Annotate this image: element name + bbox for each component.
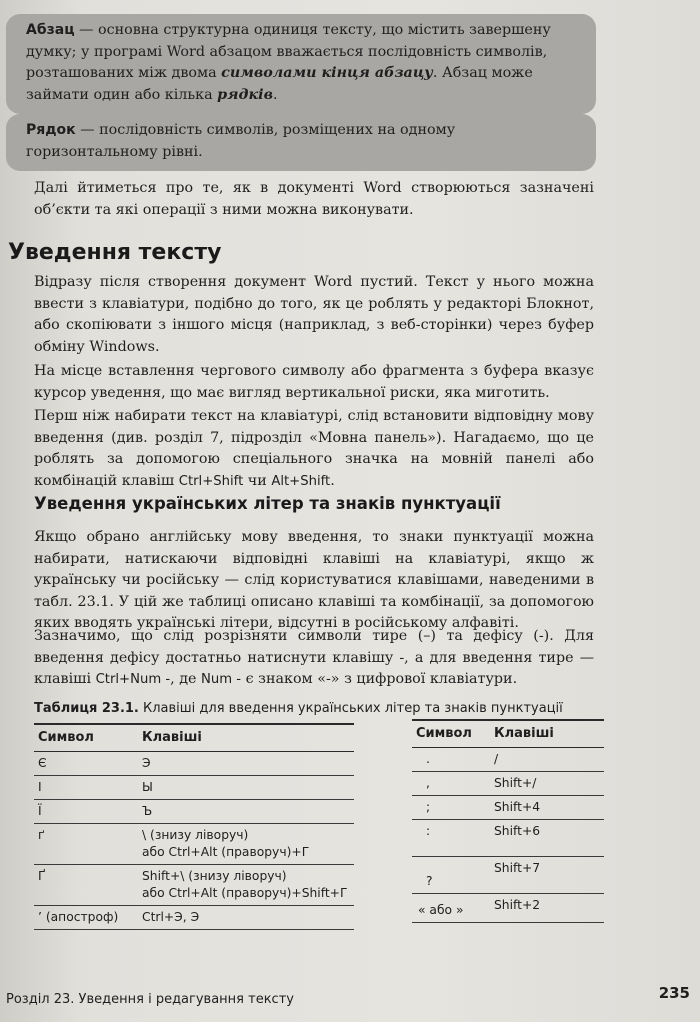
symbol-cell: « або »: [412, 894, 490, 923]
keys-line: Э: [142, 756, 151, 770]
table-row: [34, 776, 354, 800]
table-row: [412, 748, 604, 772]
table-row: [34, 906, 354, 930]
keys-line: або Ctrl+Alt (праворуч)+Г: [142, 845, 310, 859]
definition-text: .: [272, 86, 278, 103]
page-footer: Розділ 23. Уведення і редагування тексту: [6, 992, 294, 1007]
keys-cell: Shift+7: [490, 857, 604, 894]
definition-italic: рядків: [217, 86, 273, 103]
page-number: 235: [658, 984, 690, 1002]
keys-cell: [138, 776, 354, 800]
symbol-cell: ’ (апостроф): [34, 906, 138, 930]
subsection-heading: Уведення українських літер та знаків пунктуації: [34, 494, 501, 513]
key-combo: Ctrl+Num -: [95, 672, 171, 687]
caption-label: Таблиця 23.1.: [34, 701, 139, 716]
symbol-cell: ;: [412, 796, 490, 820]
table-row: [412, 772, 604, 796]
keys-cell: /: [490, 748, 604, 772]
body-paragraph-1: Відразу після створення документ Word пустий. Текст у нього можна ввести з клавіатури, подібно до того, як це роблять у редакторі Блокнот, або скопіювати з іншого місця (наприклад, з веб-сторінки) через буфер обміну Windows.: [34, 274, 594, 355]
keys-cell: [138, 865, 354, 906]
keys-cell: [138, 824, 354, 865]
table-row: [412, 796, 604, 820]
keys-line: Shift+\ (знизу ліворуч): [142, 869, 287, 883]
body-paragraph-4: Якщо обрано англійську мову введення, то знаки пунктуації можна набирати, натискаючи відповідні клавіші на клавіатурі, якщо ж українську чи російську — слід користуватися клавішами, наведеними в табл. 23.1. У цій же таблиці описано клавіші та комбінації, за допомогою яких вводять українські літери, відсутні в російському алфавіті.: [34, 529, 594, 631]
symbol-cell: :: [412, 820, 490, 857]
definition-text: . Абзац може займати один або кілька: [26, 65, 533, 103]
body-paragraph-3: [34, 406, 594, 492]
symbol-cell: І: [34, 776, 138, 800]
text-run: Перш ніж набирати текст на клавіатурі, слід встановити відповідну мову введення (див. розділ 7, підрозділ «Мовна панель»). Нагадаємо, що це роблять за допомогою спеціального значка на мовній панелі або комбінацій клавіш: [34, 408, 594, 489]
symbol-cell: .: [412, 748, 490, 772]
definition-text: — основна структурна одиниця тексту, що містить завершену думку; у програмі Word абзацом вважається послідовність символів, розташованих між двома: [26, 22, 551, 81]
body-paragraph-5: [34, 626, 594, 691]
table-caption: [34, 701, 563, 716]
keys-line: Ы: [142, 780, 153, 794]
table-header-row: [34, 724, 354, 752]
keys-line: Ctrl+Э, Э: [142, 910, 200, 924]
keys-cell: Shift+/: [490, 772, 604, 796]
text-run: , де: [170, 671, 202, 687]
keys-table-right: [412, 719, 604, 923]
symbol-cell: ?: [412, 857, 490, 894]
text-run: чи: [243, 472, 272, 489]
table-row: [34, 752, 354, 776]
keys-cell: [138, 800, 354, 824]
header-keys: Клавіші: [490, 720, 604, 748]
keys-line: або Ctrl+Alt (праворуч)+Shift+Г: [142, 886, 348, 900]
key-combo: Ctrl+Shift: [178, 473, 244, 489]
text-run: є знаком «-» з цифрової клавіатури.: [241, 671, 518, 687]
definition-box-line: [6, 114, 596, 171]
keys-line: Ъ: [142, 804, 153, 818]
symbol-cell: ґ: [34, 824, 138, 865]
table-row: [412, 820, 604, 857]
keys-cell: Shift+6: [490, 820, 604, 857]
symbol-cell: ,: [412, 772, 490, 796]
definition-box-paragraph: [6, 14, 596, 114]
keys-cell: [138, 752, 354, 776]
key-combo: Alt+Shift: [271, 473, 331, 489]
table-row: [34, 865, 354, 906]
text-run: Зазначимо, що слід розрізняти символи тире (–) та дефісу (-). Для введення дефісу достатньо натиснути клавішу -, а для введення тире — клавіші: [34, 628, 594, 687]
header-keys: Клавіші: [138, 724, 354, 752]
table-row: [34, 800, 354, 824]
table-row: [412, 857, 604, 894]
table-row: [34, 824, 354, 865]
header-symbol: Символ: [412, 720, 490, 748]
keys-table-left: [34, 723, 354, 930]
keys-cell: Shift+2: [490, 894, 604, 923]
table-header-row: [412, 720, 604, 748]
table-row: [412, 894, 604, 923]
body-paragraph-2: На місце вставлення чергового символу або фрагмента з буфера вказує курсор уведення, що має вигляд вертикальної риски, яка миготить.: [34, 363, 594, 401]
definition-italic: символами кінця абзацу: [221, 65, 433, 81]
header-symbol: Символ: [34, 724, 138, 752]
key-combo: Num -: [201, 672, 242, 687]
term-paragraph: Абзац: [26, 22, 75, 38]
section-heading: Уведення тексту: [8, 240, 222, 265]
symbol-cell: Ґ: [34, 865, 138, 906]
keys-cell: Shift+4: [490, 796, 604, 820]
intro-paragraph: Далі йтиметься про те, як в документі Word створюються зазначені об’єкти та які операції з ними можна виконувати.: [34, 180, 594, 218]
symbol-cell: Ї: [34, 800, 138, 824]
keys-cell: [138, 906, 354, 930]
definition-text: — послідовність символів, розміщених на одному горизонтальному рівні.: [26, 122, 456, 160]
symbol-cell: Є: [34, 752, 138, 776]
keys-line: \ (знизу ліворуч): [142, 828, 249, 842]
text-run: .: [330, 472, 335, 489]
caption-text: Клавіші для введення українських літер та знаків пунктуації: [138, 701, 563, 716]
term-line: Рядок: [26, 122, 76, 138]
